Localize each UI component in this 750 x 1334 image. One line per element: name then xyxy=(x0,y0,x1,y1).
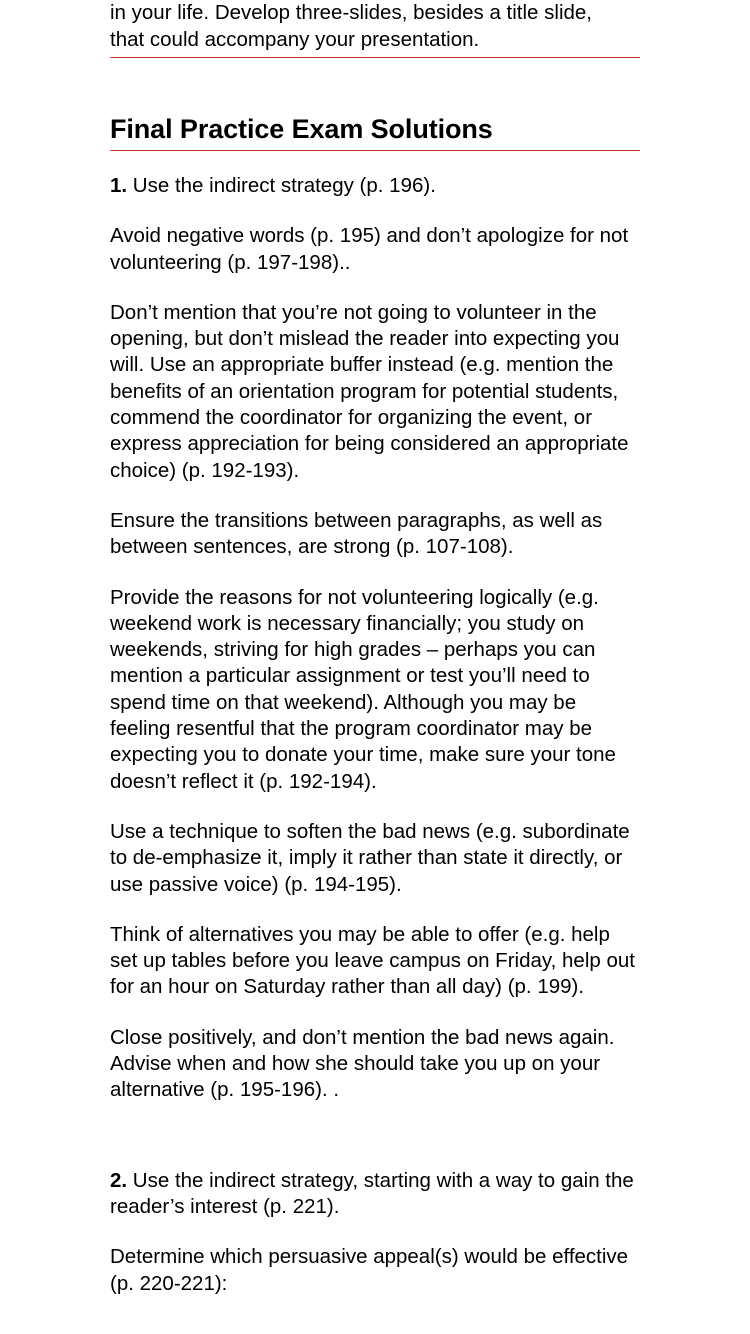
paragraph xyxy=(110,585,640,795)
paragraph-text: Determine which persuasive appeal(s) would be effective (p. 220-221): xyxy=(110,1245,629,1295)
paragraph-text: Use the indirect strategy (p. 196). xyxy=(127,174,436,197)
paragraph-text: Use the indirect strategy, starting with a way to gain the reader’s interest (p. 221). xyxy=(110,1168,634,1218)
paragraph-text: Provide the reasons for not volunteering logically (e.g. weekend work is necessary financially; you study on weekends, striving for high grades – perhaps you can mention a particular assignment or test you’ll need to spend time on that weekend). Although you may be feeling resentful that the program coordinator may be expecting you to donate your time, make sure your tone doesn’t reflect it (p. 192-194). xyxy=(110,585,616,793)
body-text xyxy=(110,173,640,1297)
paragraph xyxy=(110,223,640,276)
paragraph-text: Don’t mention that you’re not going to volunteer in the opening, but don’t mislead the reader into expecting you will. Use an appropriate buffer instead (e.g. mention the benefits of an orientation program for potential students, commend the coordinator for organizing the event, or express appreciation for being considered an appropriate choice) (p. 192-193). xyxy=(110,300,629,482)
paragraph xyxy=(110,1168,640,1221)
page-title: Final Practice Exam Solutions xyxy=(110,114,493,144)
paragraph-text: Close positively, and don’t mention the bad news again. Advise when and how she should take you up on your alternative (p. 195-196). . xyxy=(110,1025,615,1102)
paragraph xyxy=(110,173,640,199)
paragraph-text: Ensure the transitions between paragraphs, as well as between sentences, are strong (p. 107-108). xyxy=(110,508,603,559)
paragraph xyxy=(110,819,640,898)
paragraph-text: Use a technique to soften the bad news (e.g. subordinate to de-emphasize it, imply it rather than state it directly, or use passive voice) (p. 194-195). xyxy=(110,819,630,896)
divider-rule-heading xyxy=(110,150,640,151)
paragraph-number: 1. xyxy=(110,174,128,197)
paragraph xyxy=(110,922,640,1001)
top-text-fragment xyxy=(110,0,640,58)
paragraph xyxy=(110,1025,640,1104)
paragraph xyxy=(110,300,640,484)
paragraph xyxy=(110,1244,640,1297)
fragment-line-1: in your life. Develop three-slides, besides a title slide, xyxy=(110,1,592,24)
divider-rule-top xyxy=(110,57,640,58)
paragraph-text: Avoid negative words (p. 195) and don’t apologize for not volunteering (p. 197-198).. xyxy=(110,224,629,274)
fragment-line-2: that could accompany your presentation. xyxy=(110,27,480,51)
paragraph-text: Think of alternatives you may be able to offer (e.g. help set up tables before you leave campus on Friday, help out for an hour on Saturday rather than all day) (p. 199). xyxy=(110,922,635,999)
paragraph xyxy=(110,508,640,561)
heading-block xyxy=(110,113,640,151)
paragraph-number: 2. xyxy=(110,1168,128,1192)
